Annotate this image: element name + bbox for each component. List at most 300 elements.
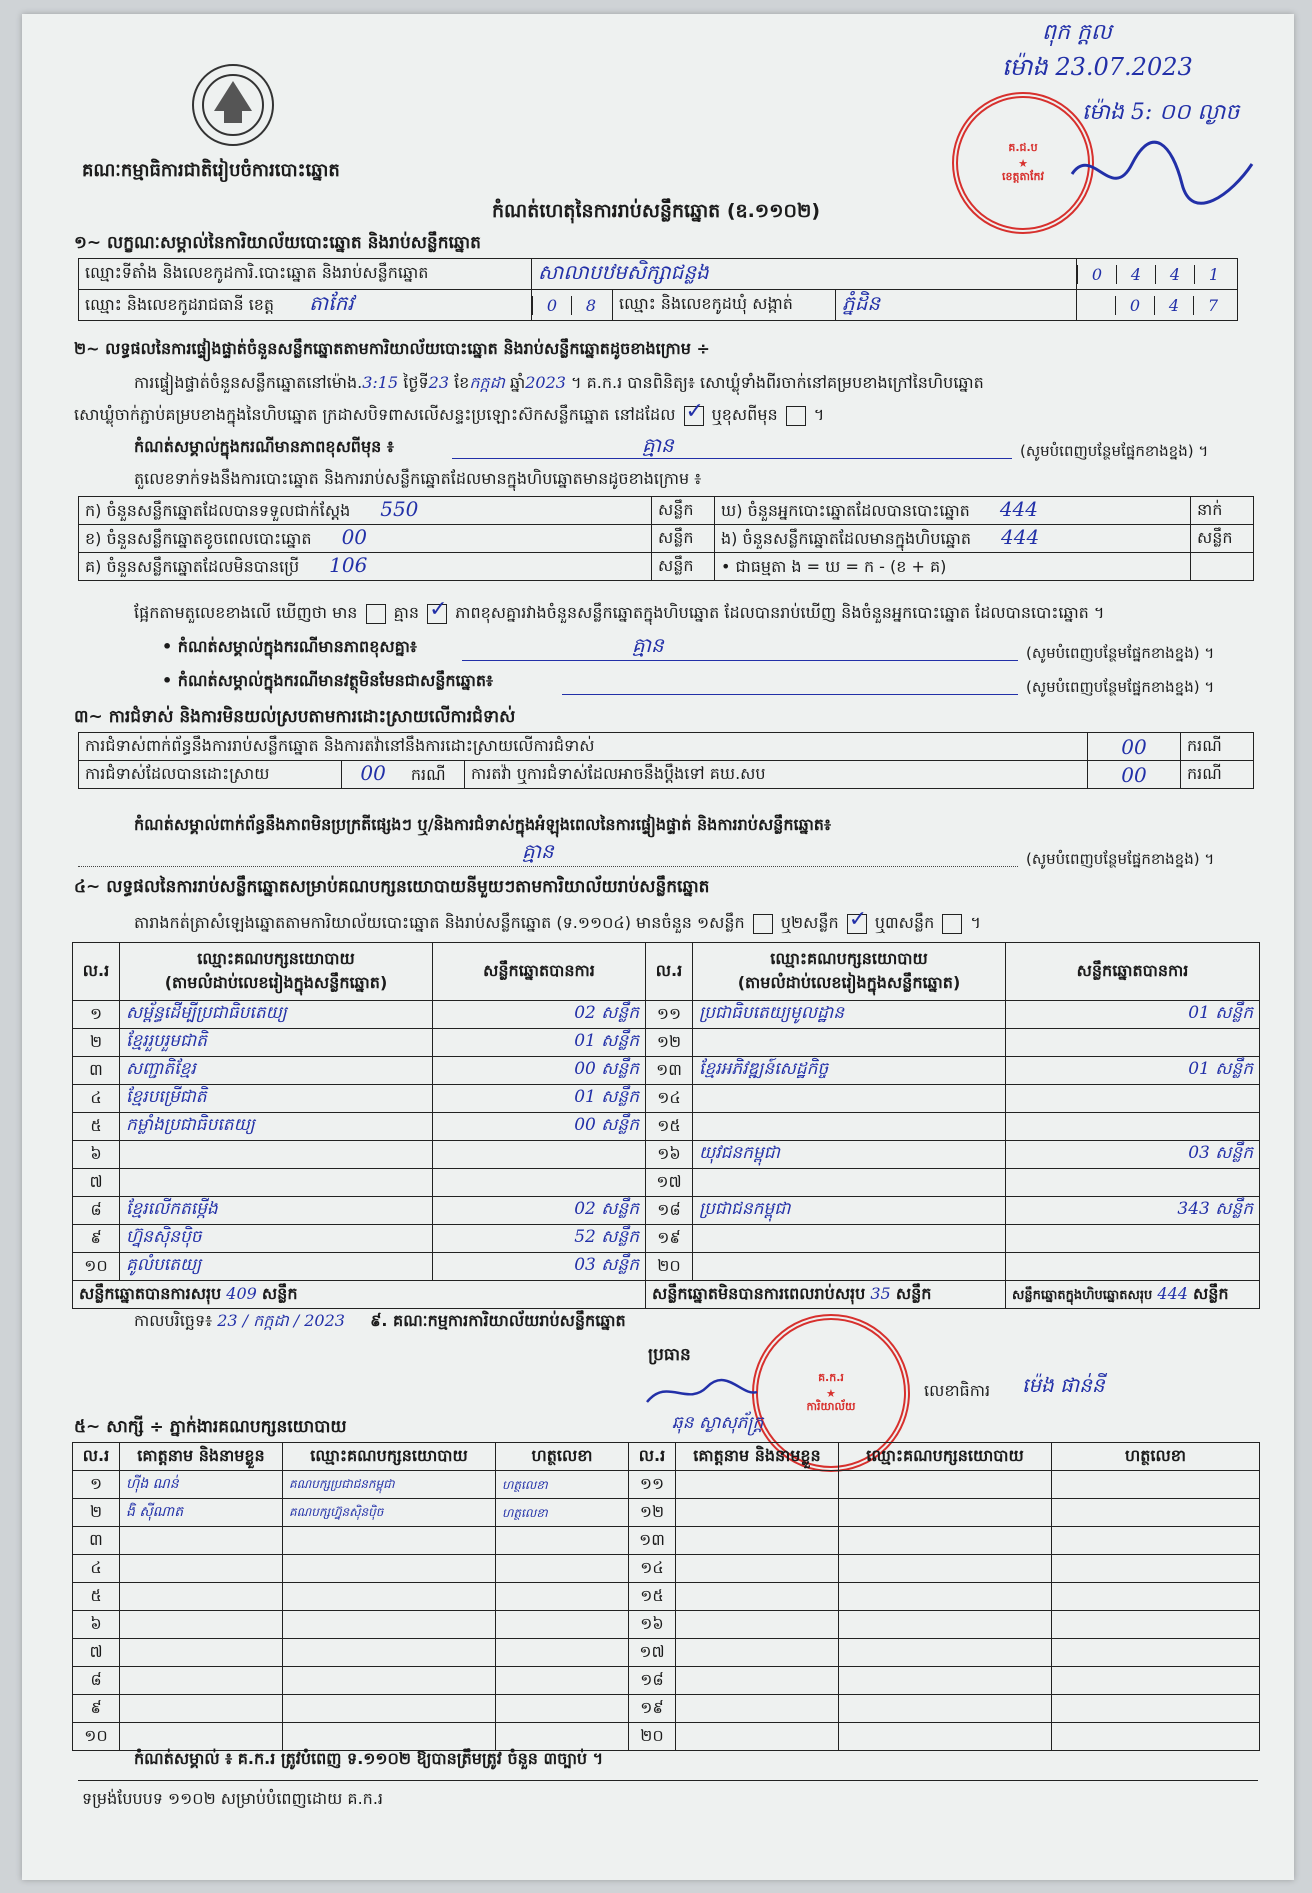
verify-rest: ។ គ.ក.រ បានពិនិត្យ៖ សោឃ្លុំទាំងពីរចាក់នៅគម្របខាងក្រៅនៃហិបឆ្នោត — [571, 373, 984, 392]
section3-title: ៣~ ការជំទាស់ និងការមិនយល់ស្របតាមការដោះស្រាយលើការជំទាស់ — [74, 707, 516, 727]
party-row — [73, 1001, 1260, 1029]
witness-no: ១៣ — [629, 1527, 676, 1555]
witness-signature — [496, 1639, 629, 1667]
witness-signature — [496, 1583, 629, 1611]
party-row — [73, 1225, 1260, 1253]
party-name: សម្ព័ន្ធដើម្បីប្រជាធិបតេយ្យ — [120, 1001, 433, 1029]
verify-line2: សោឃ្លុំចាក់ភ្ជាប់គម្របខាងក្នុងនៃហិបឆ្នោត ក្រដាសបិទពាសលើសន្ទះប្រឡោះស៊កសន្លឹកឆ្នោត នៅដដែល ✓ ឬខុសពីមុន ។ — [74, 404, 824, 426]
w-col-party-right: ឈ្មោះគណបក្សនយោបាយ — [839, 1443, 1052, 1471]
witness-signature — [1052, 1555, 1260, 1583]
party-name: សញ្ជាតិខ្មែរ — [120, 1057, 433, 1085]
party-no: ១៤ — [646, 1085, 693, 1113]
verify-month-label: ខែ — [454, 373, 470, 392]
witness-party — [283, 1695, 496, 1723]
witness-signature — [1052, 1695, 1260, 1723]
party-name: ប្រជាជនកម្ពុជា — [693, 1197, 1006, 1225]
commune-code-digit: 7 — [1193, 296, 1232, 315]
party-no: ២០ — [646, 1253, 693, 1281]
witness-no: ១ — [73, 1471, 120, 1499]
figures-row — [79, 497, 1254, 525]
witness-row — [73, 1695, 1260, 1723]
witness-signature — [496, 1695, 629, 1723]
section2-title: ២~ លទ្ធផលនៃការផ្ទៀងផ្ទាត់ចំនួនសន្លឹកឆ្នោតតាមការិយាល័យបោះឆ្នោត និងរាប់សន្លឹកឆ្នោតដូចខាងក្រោម ÷ — [74, 339, 710, 358]
figure-left-label: ក) ចំនួនសន្លឹកឆ្នោតដែលបានទទួលជាក់ស្ដែង — [85, 501, 351, 520]
witness-signature — [1052, 1583, 1260, 1611]
figure-right-unit: នាក់ — [1191, 497, 1254, 525]
party-no: ១៦ — [646, 1141, 693, 1169]
witness-name — [120, 1527, 283, 1555]
witness-signature — [496, 1471, 629, 1499]
witness-row — [73, 1723, 1260, 1751]
figure-right-unit: សន្លឹក — [1191, 525, 1254, 553]
witness-party — [839, 1611, 1052, 1639]
figure-right — [715, 553, 1191, 581]
witness-row — [73, 1499, 1260, 1527]
party-row — [73, 1141, 1260, 1169]
change-note-value: គ្មាន — [642, 433, 674, 457]
party-name: ខ្មែរបម្រើជាតិ — [120, 1085, 433, 1113]
total-valid-unit: សន្លឹក — [261, 1283, 298, 1303]
party-votes — [1006, 1169, 1260, 1197]
figures-table — [78, 496, 1254, 581]
total-box-label: សន្លឹកឆ្នោតក្នុងហិបឆ្នោតសរុប — [1012, 1287, 1153, 1303]
commune-code-digit: 4 — [1154, 296, 1193, 315]
witness-signature — [496, 1499, 629, 1527]
w-col-name: គោត្តនាម និងនាមខ្លួន — [120, 1443, 283, 1471]
bullet1-line — [462, 660, 1018, 661]
resolved-value: 00 — [360, 761, 386, 785]
party-name — [120, 1141, 433, 1169]
handwritten-note-3: ម៉ោង 5: ០០ ល្ងាច — [1082, 100, 1240, 125]
site-code — [1077, 259, 1238, 290]
party-name: យុវជនកម្ពុជា — [693, 1141, 1006, 1169]
figure-right-value: 444 — [1001, 525, 1040, 549]
secretary-name: ម៉េង ផាន់នី — [1022, 1373, 1105, 1397]
party-row — [73, 1085, 1260, 1113]
party-votes: 01 សន្លឹក — [433, 1029, 646, 1057]
witness-party — [839, 1723, 1052, 1751]
province-code-digit: 8 — [571, 296, 610, 315]
w-col-sign-right: ហត្ថលេខា — [1052, 1443, 1260, 1471]
party-no: ៣ — [73, 1057, 120, 1085]
figures-row — [79, 553, 1254, 581]
col-party-left — [120, 943, 433, 1001]
party-row — [73, 1113, 1260, 1141]
witness-signature — [496, 1555, 629, 1583]
witness-no: ១៩ — [629, 1695, 676, 1723]
witness-signature — [1052, 1639, 1260, 1667]
sheet-2-checkbox[interactable] — [847, 914, 867, 934]
witness-no: ១២ — [629, 1499, 676, 1527]
count-committee-label: ៩. គណៈកម្មការការិយាល័យរាប់សន្លឹកឆ្នោត — [370, 1311, 626, 1330]
witness-party: គណបក្សប្រជាជនកម្ពុជា — [283, 1471, 496, 1499]
total-invalid-label: សន្លឹកឆ្នោតមិនបានការពេលរាប់សរុប — [652, 1283, 866, 1303]
witness-name — [120, 1611, 283, 1639]
party-votes: 01 សន្លឹក — [1006, 1001, 1260, 1029]
verify-month: កក្កដា — [469, 373, 505, 392]
fill-hint-2: (សូមបំពេញបន្ថែមផ្នែកខាងខ្នង) ។ — [1026, 644, 1215, 662]
party-no: ៨ — [73, 1197, 120, 1225]
party-no: ៦ — [73, 1141, 120, 1169]
committee-name: គណៈកម្មាធិការជាតិរៀបចំការបោះឆ្នោត — [82, 160, 340, 181]
figures-intro: តួលេខទាក់ទងនឹងការបោះឆ្នោត និងការរាប់សន្លឹកឆ្នោតដែលមានក្នុងហិបឆ្នោតមានដូចខាងក្រោម ៖ — [134, 469, 702, 488]
col-no: ល.រ — [73, 943, 120, 1001]
irregularity-label: កំណត់សម្គាល់ពាក់ព័ន្ធនឹងភាពមិនប្រក្រតីផ្សេងៗ ឬ/និងការជំទាស់ក្នុងអំឡុងពេលនៃការផ្ទៀងផ្ទាត់ និងការរាប់សន្លឹកឆ្នោត៖ — [134, 815, 831, 834]
witness-name: ហ៊ីង ណន់ — [120, 1471, 283, 1499]
witness-party — [283, 1527, 496, 1555]
witness-no: ៥ — [73, 1583, 120, 1611]
witness-signature — [1052, 1499, 1260, 1527]
witness-party — [839, 1499, 1052, 1527]
witness-name — [120, 1723, 283, 1751]
party-name: ខ្មែរអភិវឌ្ឍន៍សេដ្ឋកិច្ច — [693, 1057, 1006, 1085]
commune-value: ភ្នំដិន — [842, 291, 881, 315]
witness-row — [73, 1583, 1260, 1611]
verify-year-label: ឆ្នាំ — [509, 373, 526, 392]
witness-name — [676, 1555, 839, 1583]
party-no: ១០ — [73, 1253, 120, 1281]
change-note-label: កំណត់សម្គាល់ក្នុងករណីមានភាពខុសពីមុន ៖ — [134, 437, 394, 456]
official-seal-stamp: គ.ជ.ប ★ ខេត្តតាកែវ — [952, 92, 1094, 234]
party-no: ១៥ — [646, 1113, 693, 1141]
witness-party — [839, 1695, 1052, 1723]
witness-no: ១៧ — [629, 1639, 676, 1667]
party-votes — [1006, 1225, 1260, 1253]
witness-signature — [1052, 1527, 1260, 1555]
col-party-right — [693, 943, 1006, 1001]
witness-no: ១៥ — [629, 1583, 676, 1611]
sheet-3-label: ឬ៣សន្លឹក — [874, 913, 935, 932]
party-no: ៩ — [73, 1225, 120, 1253]
witness-signature-text: ហត្ថលេខា — [502, 1506, 548, 1520]
verify-year: 2023 — [525, 373, 566, 392]
party-no: ៤ — [73, 1085, 120, 1113]
verify-time-label: ការផ្ទៀងផ្ទាត់ចំនួនសន្លឹកឆ្នោតនៅម៉ោង. — [134, 373, 363, 392]
witness-name — [120, 1639, 283, 1667]
party-name — [120, 1169, 433, 1197]
sheet-1-checkbox[interactable] — [753, 914, 773, 934]
site-code-digit: 1 — [1194, 265, 1233, 284]
nec-logo — [192, 64, 274, 146]
handwritten-note-1: ពុក ក្ដល — [1042, 20, 1112, 45]
form-sheet — [22, 14, 1294, 1880]
site-code-digit: 0 — [1077, 265, 1116, 284]
witness-no: ៣ — [73, 1527, 120, 1555]
party-name — [693, 1029, 1006, 1057]
chair-signature — [642, 1372, 762, 1412]
witness-party: គណបក្សហ្វ៊ុនស៊ិនប៉ិច — [283, 1499, 496, 1527]
witness-name — [676, 1639, 839, 1667]
witness-name: ងិ ស៊ីណាត — [120, 1499, 283, 1527]
witness-signature — [496, 1667, 629, 1695]
resolved-unit: ករណី — [410, 765, 446, 784]
witness-row — [73, 1471, 1260, 1499]
change-note-line — [452, 458, 1012, 459]
party-votes — [433, 1141, 646, 1169]
witness-no: ៩ — [73, 1695, 120, 1723]
party-votes: 02 សន្លឹក — [433, 1197, 646, 1225]
figure-left — [79, 525, 652, 553]
witness-no: ៤ — [73, 1555, 120, 1583]
party-no: ១១ — [646, 1001, 693, 1029]
signature-top — [1062, 134, 1262, 214]
changed-label: ឬខុសពីមុន — [711, 405, 778, 424]
diff-none-label: គ្មាន — [393, 603, 420, 622]
party-name — [693, 1169, 1006, 1197]
party-name: ហ្វ៊ុនស៊ិនប៉ិច — [120, 1225, 433, 1253]
figure-left-label: ខ) ចំនួនសន្លឹកឆ្នោតខូចពេលបោះឆ្នោត — [85, 529, 312, 548]
party-votes: 02 សន្លឹក — [433, 1001, 646, 1029]
figure-left-unit: សន្លឹក — [652, 553, 715, 581]
col-party-title: ឈ្មោះគណបក្សនយោបាយ — [770, 948, 928, 968]
section5-title: ៥~ សាក្សី ÷ ភ្នាក់ងារគណបក្សនយោបាយ — [74, 1417, 347, 1437]
figure-left-value: 106 — [329, 553, 368, 577]
irregularity-line — [78, 866, 1018, 867]
site-value-cell — [532, 259, 1077, 290]
party-no: ១២ — [646, 1029, 693, 1057]
party-name: ប្រជាធិបតេយ្យមូលដ្ឋាន — [693, 1001, 1006, 1029]
witness-no: ៨ — [73, 1667, 120, 1695]
witness-no: ៧ — [73, 1639, 120, 1667]
witness-name — [120, 1583, 283, 1611]
member-name: ឆុន ស្ងាសុភ័ក្ត្រ — [672, 1413, 764, 1433]
figure-right-unit — [1191, 553, 1254, 581]
w-col-sign: ហត្ថលេខា — [496, 1443, 629, 1471]
irregularity-value: គ្មាន — [522, 839, 554, 863]
figure-right-label: • ជាធម្មតា ង = ឃ = ក - (ខ + គ) — [721, 557, 947, 576]
diff-rest: ភាពខុសគ្នារវាងចំនួនសន្លឹកឆ្នោតក្នុងហិបឆ្នោត ដែលបានរាប់ឃើញ និងចំនួនអ្នកបោះឆ្នោត ដែលបានបោះឆ្នោត ។ — [455, 603, 1105, 622]
section1-title: ១~ លក្ខណៈសម្គាល់នៃការិយាល័យបោះឆ្នោត និងរាប់សន្លឹកឆ្នោត — [74, 233, 481, 253]
province-label-cell — [79, 290, 532, 321]
witness-name — [120, 1667, 283, 1695]
witness-party — [839, 1555, 1052, 1583]
party-row — [73, 1029, 1260, 1057]
witness-signature — [496, 1611, 629, 1639]
unchanged-checkbox[interactable] — [684, 406, 704, 426]
site-code-digit: 4 — [1155, 265, 1194, 284]
witness-no: ៦ — [73, 1611, 120, 1639]
party-votes — [1006, 1113, 1260, 1141]
party-row — [73, 1169, 1260, 1197]
witness-party — [839, 1583, 1052, 1611]
site-value: សាលាបឋមសិក្សាជន្លង — [538, 260, 709, 284]
witness-no: ១០ — [73, 1723, 120, 1751]
secretary-label: លេខាធិការ — [924, 1381, 991, 1400]
date-label: កាលបរិច្ឆេទ៖ — [134, 1311, 213, 1330]
col-votes-right: សន្លឹកឆ្នោតបានការ — [1006, 943, 1260, 1001]
party-row — [73, 1057, 1260, 1085]
diff-none-checkbox[interactable] — [427, 604, 447, 624]
fill-hint-3: (សូមបំពេញបន្ថែមផ្នែកខាងខ្នង) ។ — [1026, 678, 1215, 696]
sheet-count-line: តារាងកត់ត្រាសំឡេងឆ្នោតតាមការិយាល័យបោះឆ្នោត និងរាប់សន្លឹកឆ្នោត (ទ.១១០៤) មានចំនួន ១សន្លឹក ឬ២សន្លឹក ✓ ឬ៣សន្លឹក ។ — [134, 912, 981, 934]
party-results-table — [72, 942, 1260, 1309]
witness-signature — [496, 1527, 629, 1555]
resolved-value-cell — [342, 761, 465, 789]
witness-party — [283, 1667, 496, 1695]
section3-table — [78, 732, 1254, 789]
party-no: ១៨ — [646, 1197, 693, 1225]
party-votes — [1006, 1029, 1260, 1057]
col-party-title: ឈ្មោះគណបក្សនយោបាយ — [197, 948, 355, 968]
witness-name — [120, 1695, 283, 1723]
party-name — [693, 1253, 1006, 1281]
changed-checkbox[interactable] — [786, 406, 806, 426]
figure-left-label: គ) ចំនួនសន្លឹកឆ្នោតដែលមិនបានប្រើ — [85, 557, 300, 576]
province-code-digit: 0 — [532, 296, 571, 315]
witness-party — [839, 1471, 1052, 1499]
witness-party — [839, 1667, 1052, 1695]
date-line — [134, 1310, 626, 1332]
commune-code-digit: 0 — [1115, 296, 1154, 315]
verify-day: 23 — [428, 373, 449, 392]
verify-day-label: ថ្ងៃទី — [403, 373, 429, 392]
complaint-value: 00 — [1121, 734, 1147, 759]
sheet-count-label: តារាងកត់ត្រាសំឡេងឆ្នោតតាមការិយាល័យបោះឆ្នោត និងរាប់សន្លឹកឆ្នោត (ទ.១១០៤) មានចំនួន ១សន្លឹក — [134, 913, 745, 932]
complaint-unit: ករណី — [1181, 733, 1254, 761]
commune-label: ឈ្មោះ និងលេខកូដឃុំ សង្កាត់ — [613, 290, 836, 321]
date-value: 23 / កក្កដា / 2023 — [217, 1311, 345, 1330]
witness-name — [120, 1555, 283, 1583]
party-no: ២ — [73, 1029, 120, 1057]
chair-label: ប្រធាន — [648, 1345, 691, 1365]
witness-name — [676, 1527, 839, 1555]
total-valid-value: 409 — [226, 1283, 257, 1303]
bullet2-label: • កំណត់សម្គាល់ក្នុងករណីមានវត្ថុមិនមែនជាសន្លឹកឆ្នោត៖ — [162, 671, 494, 690]
total-valid-label: សន្លឹកឆ្នោតបានការសរុប — [79, 1283, 222, 1303]
complaint-value-cell — [1088, 733, 1181, 761]
witness-row — [73, 1667, 1260, 1695]
party-no: ១ — [73, 1001, 120, 1029]
witness-name — [676, 1471, 839, 1499]
w-col-no-right: ល.រ — [629, 1443, 676, 1471]
party-name — [693, 1225, 1006, 1253]
witness-name — [676, 1695, 839, 1723]
witness-party — [283, 1611, 496, 1639]
witness-no: ១១ — [629, 1471, 676, 1499]
figure-left-unit: សន្លឹក — [652, 525, 715, 553]
section1-table — [78, 258, 1238, 321]
col-party-sub: (តាមលំដាប់លេខរៀងក្នុងសន្លឹកឆ្នោត) — [164, 972, 388, 992]
witness-signature — [1052, 1471, 1260, 1499]
w-col-party: ឈ្មោះគណបក្សនយោបាយ — [283, 1443, 496, 1471]
bullet2-line — [562, 694, 1018, 695]
party-votes — [1006, 1085, 1260, 1113]
total-invalid-unit: សន្លឹក — [895, 1283, 932, 1303]
footer-text: ទម្រង់បែបបទ ១១០២ សម្រាប់បំពេញដោយ គ.ក.រ — [82, 1789, 383, 1808]
footnote: កំណត់សម្គាល់ ៖ គ.ក.រ ត្រូវបំពេញ ទ.១១០២ ឱ្យបានត្រឹមត្រូវ ចំនួន ៣ច្បាប់ ។ — [134, 1749, 604, 1768]
witness-name — [676, 1583, 839, 1611]
witness-name — [676, 1667, 839, 1695]
witness-signature — [496, 1723, 629, 1751]
party-row — [73, 1197, 1260, 1225]
party-votes — [1006, 1253, 1260, 1281]
appeal-value-cell — [1088, 761, 1181, 789]
footer-rule — [78, 1780, 1258, 1781]
party-no: ១៩ — [646, 1225, 693, 1253]
party-no: ១៧ — [646, 1169, 693, 1197]
witness-row — [73, 1611, 1260, 1639]
bullet1-value: គ្មាន — [632, 633, 664, 657]
party-name: ខ្មែររួបរួមជាតិ — [120, 1029, 433, 1057]
witness-row — [73, 1555, 1260, 1583]
figure-left — [79, 553, 652, 581]
witness-party — [839, 1527, 1052, 1555]
witness-no: ២ — [73, 1499, 120, 1527]
party-votes — [433, 1169, 646, 1197]
party-votes: 03 សន្លឹក — [433, 1253, 646, 1281]
site-label: ឈ្មោះទីតាំង និងលេខកូដការិ.បោះឆ្នោត និងរាប់សន្លឹកឆ្នោត — [79, 259, 532, 290]
diff-label: ផ្អែកតាមតួលេខខាងលើ ឃើញថា មាន — [134, 603, 358, 622]
total-box-unit: សន្លឹក — [1193, 1283, 1229, 1303]
appeal-unit: ករណី — [1181, 761, 1254, 789]
resolved-label: ការជំទាស់ដែលបានដោះស្រាយ — [79, 761, 342, 789]
party-name — [693, 1113, 1006, 1141]
verify-line1 — [134, 372, 984, 394]
party-row — [73, 1253, 1260, 1281]
diff-yes-checkbox[interactable] — [366, 604, 386, 624]
w-col-name-right: គោត្តនាម និងនាមខ្លួន — [676, 1443, 839, 1471]
witness-row — [73, 1527, 1260, 1555]
figure-right-value: 444 — [999, 497, 1039, 521]
diff-line — [134, 602, 1104, 624]
total-box-value: 444 — [1157, 1283, 1188, 1303]
party-no: ៥ — [73, 1113, 120, 1141]
province-label: ឈ្មោះ និងលេខកូដរាជធានី ខេត្ត — [85, 295, 275, 314]
fill-hint-4: (សូមបំពេញបន្ថែមផ្នែកខាងខ្នង) ។ — [1026, 850, 1215, 868]
form-title: កំណត់ហេតុនៃការរាប់សន្លឹកឆ្នោត (ឧ.១១០២) — [492, 200, 821, 222]
bullet1-label: • កំណត់សម្គាល់ក្នុងករណីមានភាពខុសគ្នា៖ — [162, 637, 417, 656]
figure-right — [715, 525, 1191, 553]
witness-table — [72, 1442, 1260, 1751]
party-name — [693, 1085, 1006, 1113]
party-votes: 343 សន្លឹក — [1006, 1197, 1260, 1225]
section4-title: ៤~ លទ្ធផលនៃការរាប់សន្លឹកឆ្នោតសម្រាប់គណបក្សនយោបាយនីមួយៗតាមការិយាល័យរាប់សន្លឹកឆ្នោត — [74, 877, 710, 897]
appeal-value: 00 — [1121, 762, 1147, 787]
figure-left-value: 00 — [341, 525, 368, 549]
appeal-label: ការតវ៉ា ឬការជំទាស់ដែលអាចនឹងប្ដឹងទៅ គឃ.សប — [465, 761, 1088, 789]
witness-no: ១៤ — [629, 1555, 676, 1583]
sheet-3-checkbox[interactable] — [942, 914, 962, 934]
witness-name — [676, 1499, 839, 1527]
figure-left — [79, 497, 652, 525]
total-valid — [73, 1281, 646, 1309]
witness-party — [283, 1583, 496, 1611]
witness-name — [676, 1611, 839, 1639]
party-votes: 01 សន្លឹក — [433, 1085, 646, 1113]
commune-code — [1077, 290, 1238, 321]
party-votes: 52 សន្លឹក — [433, 1225, 646, 1253]
total-invalid — [646, 1281, 1006, 1309]
verify-time: 3:15 — [362, 373, 399, 392]
witness-signature — [1052, 1611, 1260, 1639]
total-invalid-value: 35 — [870, 1283, 891, 1303]
witness-no: ១៨ — [629, 1667, 676, 1695]
witness-signature — [1052, 1723, 1260, 1751]
party-votes: 00 សន្លឹក — [433, 1113, 646, 1141]
figure-right — [715, 497, 1191, 525]
party-votes: 00 សន្លឹក — [433, 1057, 646, 1085]
witness-party — [283, 1639, 496, 1667]
col-party-sub: (តាមលំដាប់លេខរៀងក្នុងសន្លឹកឆ្នោត) — [737, 972, 961, 992]
witness-signature-text: ហត្ថលេខា — [502, 1478, 548, 1492]
figure-right-label: ង) ចំនួនសន្លឹកឆ្នោតដែលមានក្នុងហិបឆ្នោត — [721, 529, 971, 548]
party-votes: 01 សន្លឹក — [1006, 1057, 1260, 1085]
fill-hint-1: (សូមបំពេញបន្ថែមផ្នែកខាងខ្នង) ។ — [1020, 442, 1209, 460]
figure-right-label: ឃ) ចំនួនអ្នកបោះឆ្នោតដែលបានបោះឆ្នោត — [721, 501, 970, 520]
party-no: ៧ — [73, 1169, 120, 1197]
site-code-digit: 4 — [1116, 265, 1155, 284]
province-code — [532, 290, 613, 321]
